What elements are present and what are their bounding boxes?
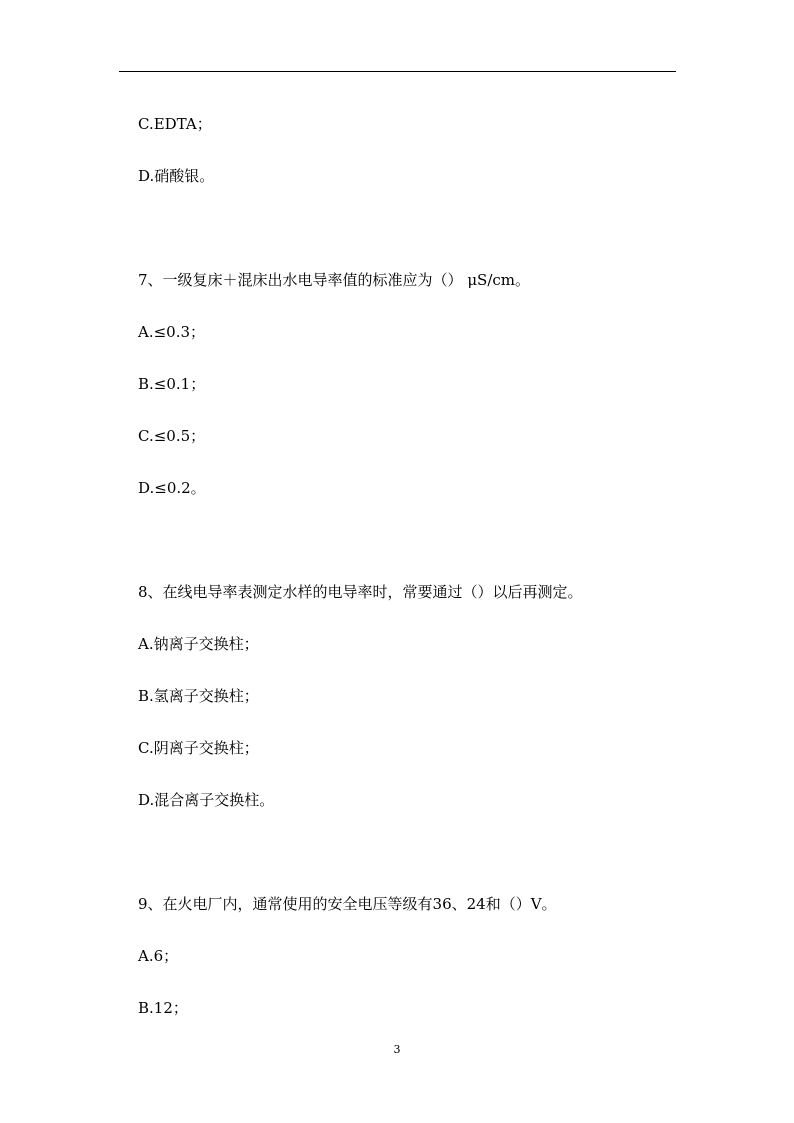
question-8-option-c: C.阴离子交换柱；: [138, 739, 259, 757]
question-8-option-d: D.混合离子交换柱。: [138, 791, 275, 809]
question-7-option-c: C.≤0.5；: [138, 427, 206, 445]
question-9-option-b: B.12；: [138, 999, 188, 1017]
question-9-stem: 9、在火电厂内，通常使用的安全电压等级有36、24和（）V。: [138, 895, 557, 913]
question-7-option-b: B.≤0.1；: [138, 375, 206, 393]
header-rule: [119, 71, 676, 72]
question-8-option-a: A.钠离子交换柱；: [138, 635, 259, 653]
question-8-option-b: B.氢离子交换柱；: [138, 687, 259, 705]
option-c-prev: C.EDTA；: [138, 115, 212, 133]
question-7-option-a: A.≤0.3；: [138, 323, 206, 341]
question-8-stem: 8、在线电导率表测定水样的电导率时，常要通过（）以后再测定。: [138, 583, 583, 601]
option-d-prev: D.硝酸银。: [138, 167, 215, 185]
page-number: 3: [393, 1043, 401, 1056]
question-7-stem: 7、一级复床＋混床出水电导率值的标准应为（） μS/cm。: [138, 271, 531, 289]
question-9-option-a: A.6；: [138, 947, 179, 965]
question-7-option-d: D.≤0.2。: [138, 479, 206, 497]
